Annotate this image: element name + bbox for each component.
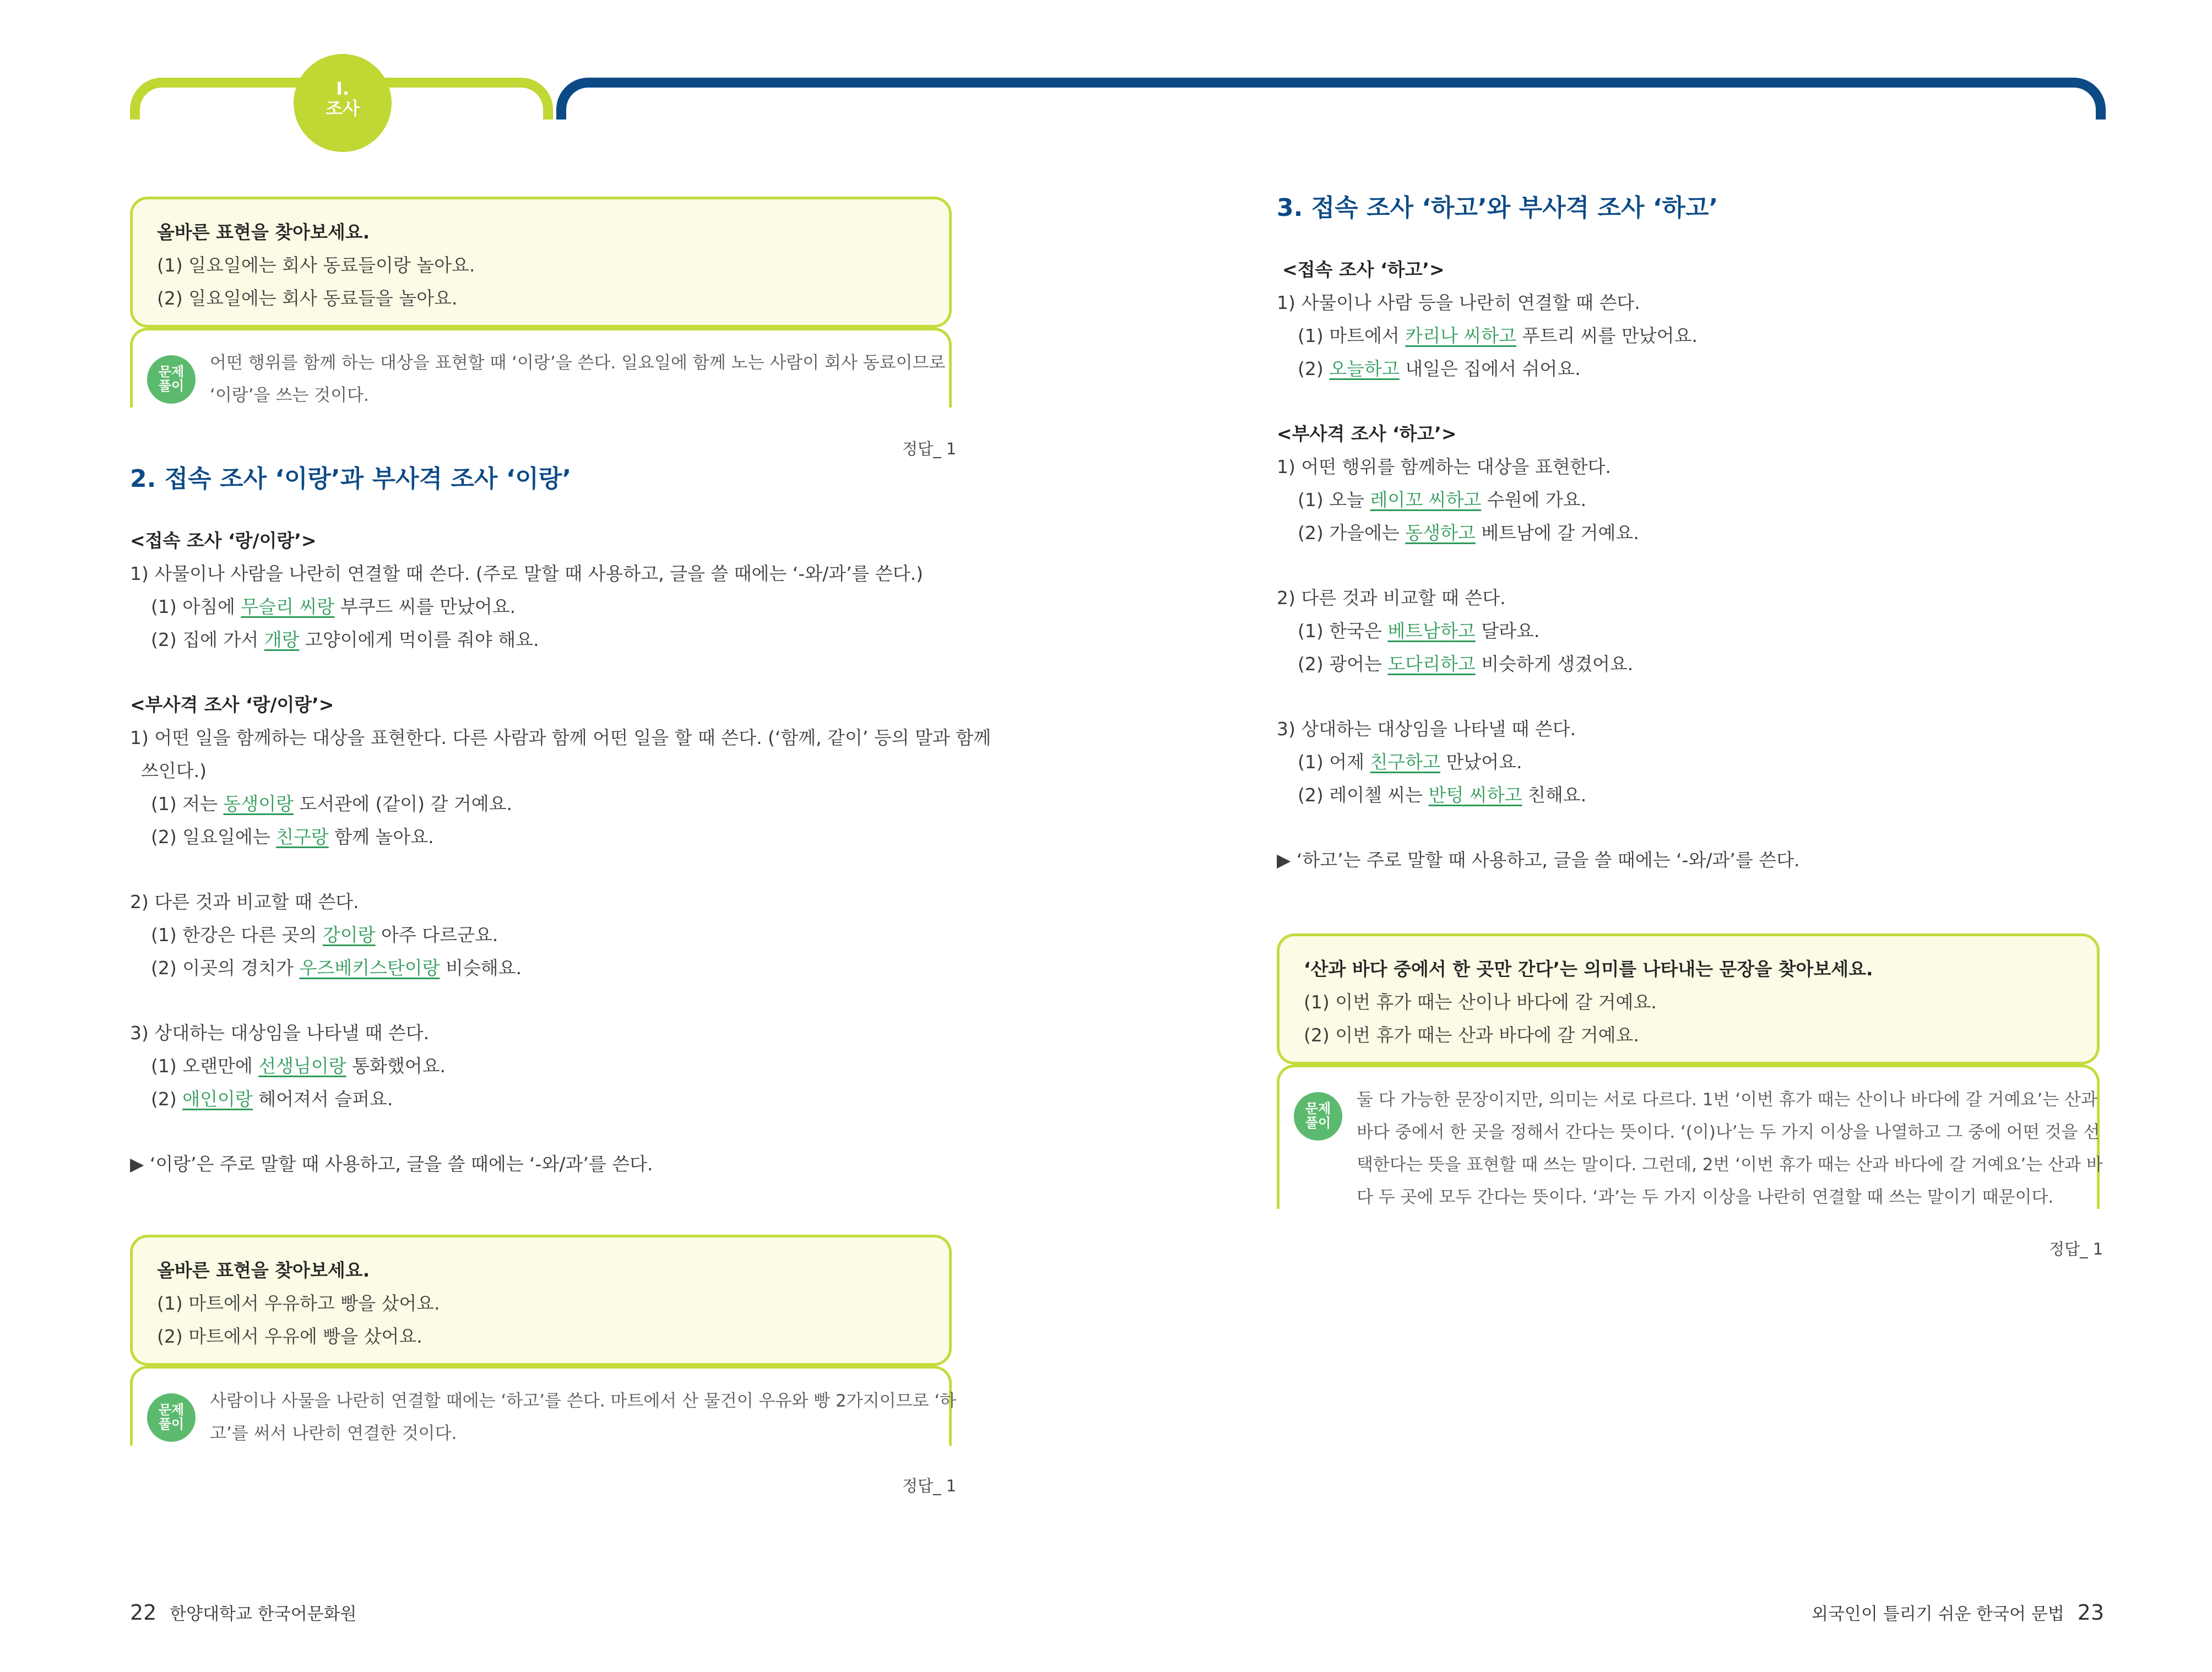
quiz-option: (2) 마트에서 우유에 빵을 샀어요. xyxy=(157,1326,422,1347)
example-sentence: (1) 마트에서 카리나 씨하고 푸트리 씨를 만났어요. xyxy=(1298,325,1698,346)
explanation-box xyxy=(130,1366,957,1446)
answer-label: 정답_ 1 xyxy=(902,1476,957,1495)
rule-text: 2) 다른 것과 비교할 때 쓴다. xyxy=(1277,587,1506,609)
publisher-name: 한양대학교 한국어문화원 xyxy=(170,1604,357,1624)
example-sentence: (2) 일요일에는 친구랑 함께 놀아요. xyxy=(151,826,434,848)
explanation-badge: 문제 풀이 xyxy=(147,1393,196,1442)
chapter-name: 조사 xyxy=(326,98,360,119)
example-sentence: (1) 아침에 무슬리 씨랑 부쿠드 씨를 만났어요. xyxy=(151,596,516,617)
quiz-box xyxy=(130,197,952,328)
example-sentence: (1) 한강은 다른 곳의 강이랑 아주 다르군요. xyxy=(151,924,498,946)
grammar-section xyxy=(130,524,991,1181)
rule-text: 쓰인다.) xyxy=(141,760,207,781)
rule-text: 3) 상대하는 대상임을 나타낼 때 쓴다. xyxy=(1277,718,1576,740)
usage-note: ▶ ‘하고’는 주로 말할 때 사용하고, 글을 쓸 때에는 ‘-와/과’를 쓴다. xyxy=(1277,849,1800,871)
answer-label: 정답_ 1 xyxy=(2049,1240,2103,1258)
example-sentence: (1) 오랜만에 선생님이랑 통화했어요. xyxy=(151,1055,446,1077)
section-title: 2. 접속 조사 ‘이랑’과 부사격 조사 ‘이랑’ xyxy=(130,465,572,493)
quiz-box xyxy=(1277,933,2100,1065)
quiz-option: (2) 이번 휴가 때는 산과 바다에 갈 거예요. xyxy=(1304,1024,1639,1046)
example-sentence: (1) 오늘 레이꼬 씨하고 수원에 가요. xyxy=(1298,489,1587,511)
dashed-divider xyxy=(160,1365,922,1367)
explanation-text: 사람이나 사물을 나란히 연결할 때에는 ‘하고’를 쓴다. 마트에서 산 물건이 우유와 빵 2가지이므로 ‘하 고’를 써서 나란히 연결한 것이다. xyxy=(210,1391,957,1443)
example-sentence: (2) 이곳의 경치가 우즈베키스탄이랑 비슷해요. xyxy=(151,957,522,979)
quiz-question: ‘산과 바다 중에서 한 곳만 간다’는 의미를 나타내는 문장을 찾아보세요. xyxy=(1304,958,1873,980)
page-number: 23 xyxy=(2077,1600,2104,1625)
footer-right xyxy=(1812,1596,2104,1631)
example-sentence: (2) 오늘하고 내일은 집에서 쉬어요. xyxy=(1298,358,1581,379)
subheading: <부사격 조사 ‘하고’> xyxy=(1277,423,1457,444)
chapter-number: I. xyxy=(335,78,350,99)
section-title: 3. 접속 조사 ‘하고’와 부사격 조사 ‘하고’ xyxy=(1277,194,1718,222)
rule-text: 1) 어떤 행위를 함께하는 대상을 표현한다. xyxy=(1277,456,1611,477)
quiz-option: (2) 일요일에는 회사 동료들을 놀아요. xyxy=(157,287,458,309)
rule-text: 2) 다른 것과 비교할 때 쓴다. xyxy=(130,891,359,913)
chapter-badge xyxy=(294,54,392,152)
quiz-option: (1) 이번 휴가 때는 산이나 바다에 갈 거예요. xyxy=(1304,991,1657,1013)
quiz-option: (1) 일요일에는 회사 동료들이랑 놀아요. xyxy=(157,254,475,276)
explanation-box xyxy=(130,328,952,408)
dashed-divider xyxy=(160,327,922,329)
subheading: <접속 조사 ‘랑/이랑’> xyxy=(130,530,317,551)
explanation-box xyxy=(1277,1065,2103,1209)
footer-left xyxy=(130,1596,356,1631)
explanation-badge: 문제 풀이 xyxy=(147,355,196,404)
quiz-option: (1) 마트에서 우유하고 빵을 샀어요. xyxy=(157,1293,440,1314)
subheading: <접속 조사 ‘하고’> xyxy=(1282,259,1445,280)
rule-text: 1) 사물이나 사람 등을 나란히 연결할 때 쓴다. xyxy=(1277,292,1640,313)
dashed-divider xyxy=(1306,1063,2070,1066)
rule-text: 1) 어떤 일을 함께하는 대상을 표현한다. 다른 사람과 함께 어떤 일을 할 때 쓴다. (‘함께, 같이’ 등의 말과 함께 xyxy=(130,727,991,748)
book-title: 외국인이 틀리기 쉬운 한국어 문법 xyxy=(1812,1604,2064,1624)
example-sentence: (1) 저는 동생이랑 도서관에 (같이) 갈 거예요. xyxy=(151,793,512,815)
page-header-bar xyxy=(556,78,2106,120)
example-sentence: (2) 가을에는 동생하고 베트남에 갈 거예요. xyxy=(1298,522,1639,544)
explanation-badge: 문제 풀이 xyxy=(1294,1092,1342,1141)
example-sentence: (2) 광어는 도다리하고 비슷하게 생겼어요. xyxy=(1298,653,1634,675)
quiz-question: 올바른 표현을 찾아보세요. xyxy=(157,221,370,243)
quiz-question: 올바른 표현을 찾아보세요. xyxy=(157,1260,370,1281)
quiz-box xyxy=(130,1235,952,1366)
grammar-section xyxy=(1277,253,2103,877)
explanation-text: 어떤 행위를 함께 하는 대상을 표현할 때 ‘이랑’을 쓴다. 일요일에 함께 노는 사람이 회사 동료이므로 ‘이랑’을 쓰는 것이다. xyxy=(210,353,946,405)
example-sentence: (2) 레이첼 씨는 반텅 씨하고 친해요. xyxy=(1298,784,1587,806)
example-sentence: (2) 애인이랑 헤어져서 슬퍼요. xyxy=(151,1088,393,1110)
example-sentence: (2) 집에 가서 개랑 고양이에게 먹이를 줘야 해요. xyxy=(151,629,539,650)
example-sentence: (1) 어제 친구하고 만났어요. xyxy=(1298,751,1522,773)
subheading: <부사격 조사 ‘랑/이랑’> xyxy=(130,694,334,715)
page-number: 22 xyxy=(130,1600,157,1625)
answer-label: 정답_ 1 xyxy=(902,439,957,458)
example-sentence: (1) 한국은 베트남하고 달라요. xyxy=(1298,620,1540,642)
usage-note: ▶ ‘이랑’은 주로 말할 때 사용하고, 글을 쓸 때에는 ‘-와/과’를 쓴다. xyxy=(130,1153,653,1175)
explanation-text: 둘 다 가능한 문장이지만, 의미는 서로 다르다. 1번 ‘이번 휴가 때는 산이나 바다에 갈 거예요’는 산과 바다 중에서 한 곳을 정해서 간다는 뜻이다. ‘(이)나’는 두 가지 이상을 나열하고 그 중에 어떤 것을 선 택한다는 뜻을 표현할 때 쓰는 말이다. 그런데, 2번 ‘이번 휴가 때는 산과 바다에 갈 거예요’는 산과 바 다 두 곳에 모두 간다는 뜻이다. ‘과’는 두 가지 이상을 나란히 연결할 때 쓰는 말이기 때문이다. xyxy=(1357,1090,2103,1207)
rule-text: 3) 상대하는 대상임을 나타낼 때 쓴다. xyxy=(130,1022,430,1044)
rule-text: 1) 사물이나 사람을 나란히 연결할 때 쓴다. (주로 말할 때 사용하고, 글을 쓸 때에는 ‘-와/과’를 쓴다.) xyxy=(130,563,924,584)
